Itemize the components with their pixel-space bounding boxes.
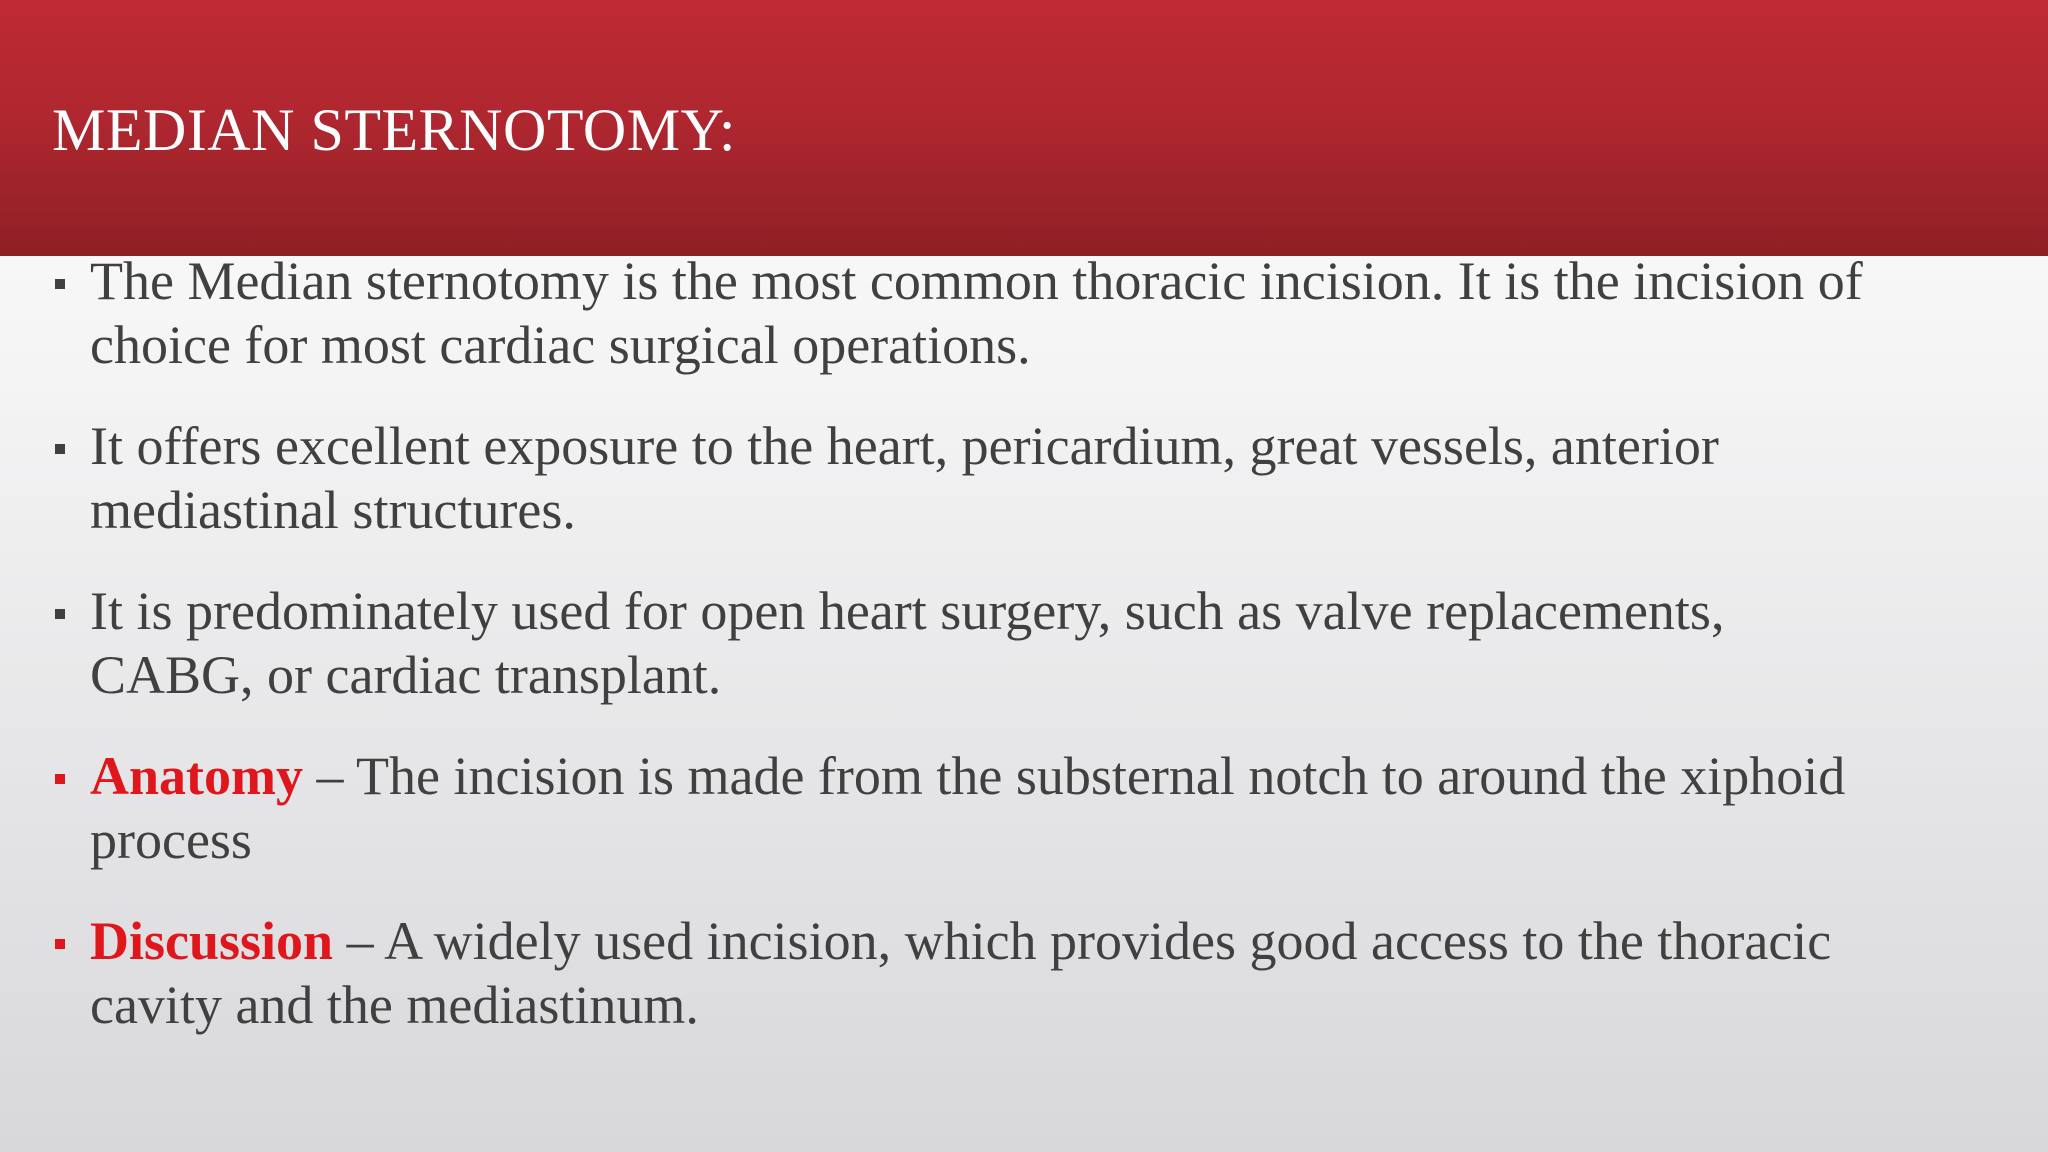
bullet-item-1 — [0, 249, 1880, 377]
bullet-text: It offers excellent exposure to the heart, pericardium, great vessels, anterior mediastinal structures. — [90, 416, 1719, 540]
square-bullet-icon — [55, 444, 65, 454]
bullet-description: – The incision is made from the substernal notch to around the xiphoid process — [90, 746, 1846, 870]
title-bar — [0, 0, 2048, 256]
bullet-description: – A widely used incision, which provides good access to the thoracic cavity and the mediastinum. — [90, 911, 1832, 1035]
square-bullet-icon — [55, 279, 65, 289]
bullet-label-anatomy: Anatomy — [90, 746, 303, 806]
bullet-text: The Median sternotomy is the most common thoracic incision. It is the incision of choice for most cardiac surgical operations. — [90, 251, 1863, 375]
bullet-item-discussion — [0, 909, 1880, 1037]
bullet-item-2 — [0, 414, 1880, 542]
bullet-text — [90, 909, 1880, 1037]
bullet-list — [0, 249, 2048, 1074]
bullet-text: It is predominately used for open heart surgery, such as valve replacements, CABG, or cardiac transplant. — [90, 581, 1725, 705]
square-bullet-icon — [55, 609, 65, 619]
bullet-label-discussion: Discussion — [90, 911, 334, 971]
square-bullet-icon — [55, 774, 65, 784]
bullet-item-anatomy — [0, 744, 1880, 872]
bullet-item-3 — [0, 579, 1880, 707]
bullet-text — [90, 744, 1880, 872]
slide-title: MEDIAN STERNOTOMY: — [52, 97, 737, 163]
square-bullet-icon — [55, 939, 65, 949]
